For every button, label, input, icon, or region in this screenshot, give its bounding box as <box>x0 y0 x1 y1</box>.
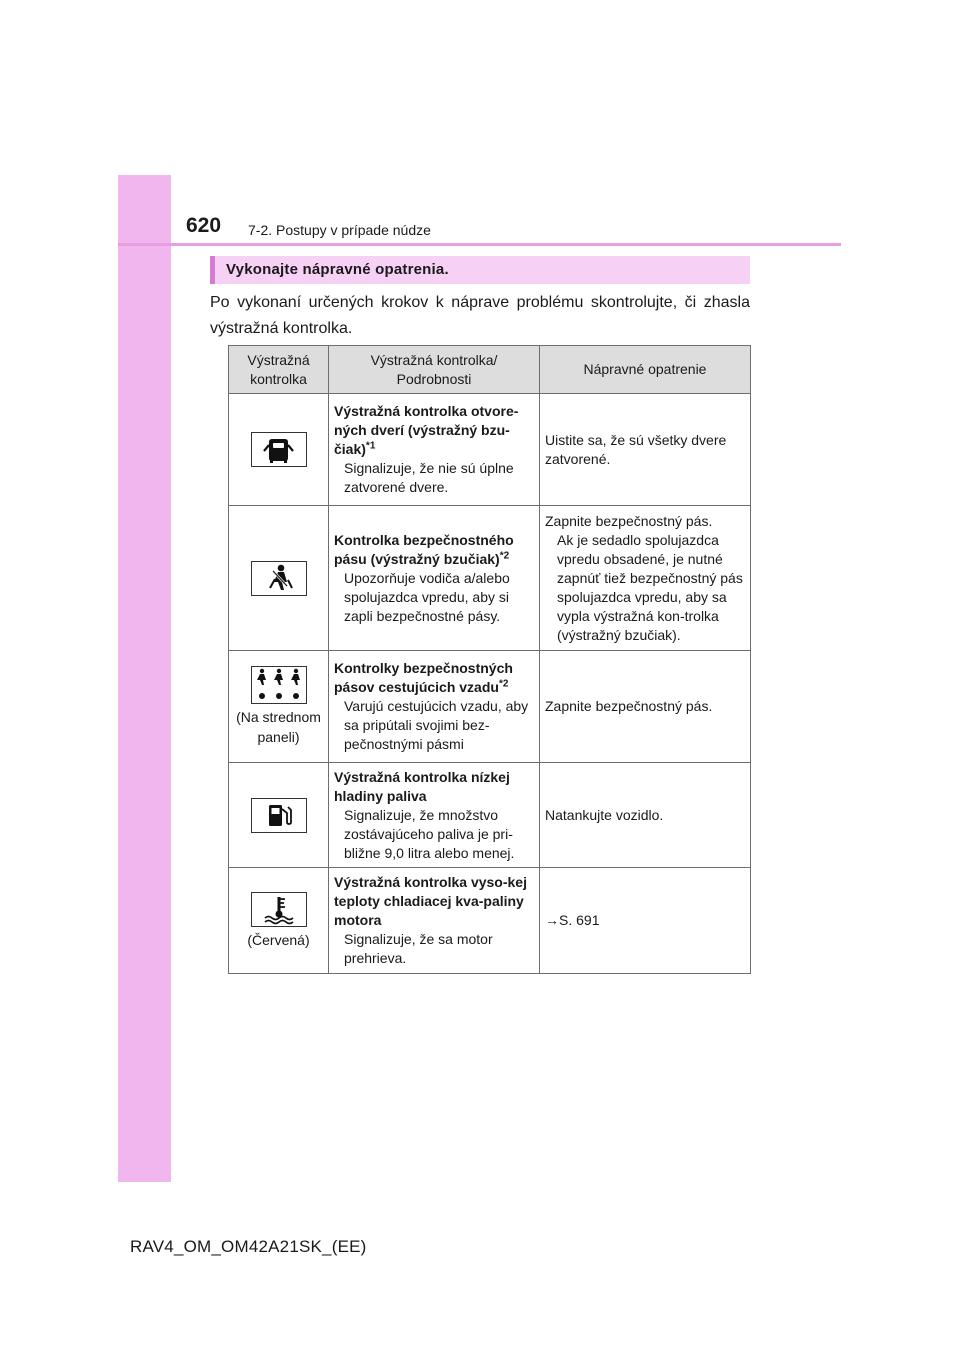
remedy-text: →S. 691 <box>545 912 600 928</box>
footnote-mark: *2 <box>498 678 509 690</box>
door-open-icon <box>251 432 307 467</box>
details-cell <box>329 763 540 868</box>
details-cell <box>329 868 540 974</box>
fuel-pump-icon <box>251 798 307 833</box>
document-code: RAV4_OM_OM42A21SK_(EE) <box>130 1237 367 1256</box>
remedy-cell <box>540 506 751 651</box>
step-banner <box>210 256 750 284</box>
remedy-text: Zapnite bezpečnostný pás. <box>545 512 713 529</box>
page-number: 620 <box>186 214 222 237</box>
intro-paragraph: Po vykonaní určených krokov k náprave problému skontrolujte, či zhasla výstražná kontrolka. <box>210 294 750 337</box>
icon-cell <box>229 651 329 763</box>
chapter-side-band <box>118 175 171 1182</box>
coolant-temperature-icon <box>251 892 307 927</box>
table-row <box>229 763 751 868</box>
icon-caption: (Na strednom paneli) <box>236 709 321 745</box>
remedy-text: Uistite sa, že sú všetky dvere zatvorené. <box>545 431 727 467</box>
rear-seatbelt-icon <box>251 666 307 704</box>
light-description: Signalizuje, že množstvo zostávajúceho paliva je pri-bližne 9,0 litra alebo menej. <box>344 806 515 861</box>
details-cell <box>329 651 540 763</box>
table-row <box>229 394 751 506</box>
step-banner-label: Vykonajte nápravné opatrenia. <box>226 261 449 278</box>
icon-caption: (Červená) <box>247 931 310 948</box>
remedy-cell <box>540 651 751 763</box>
table-header-row <box>229 346 751 394</box>
remedy-cell <box>540 394 751 506</box>
table-row <box>229 868 751 974</box>
remedy-text: Zapnite bezpečnostný pás. <box>545 698 713 714</box>
header-details: Výstražná kontrolka/ Podrobnosti <box>329 346 540 394</box>
light-name: Výstražná kontrolka otvore-ných dverí (výstražný bzu-čiak) <box>334 403 519 457</box>
light-description: Signalizuje, že nie sú úplne zatvorené dvere. <box>344 460 514 495</box>
light-description: Signalizuje, že sa motor prehrieva. <box>344 931 493 966</box>
header-remedy: Nápravné opatrenie <box>540 346 751 394</box>
details-cell <box>329 506 540 651</box>
light-name: Výstražná kontrolka vyso-kej teploty chladiacej kva-paliny motora <box>334 874 527 928</box>
icon-cell <box>229 394 329 506</box>
header-warning-light: Výstražná kontrolka <box>229 346 329 394</box>
icon-cell <box>229 763 329 868</box>
light-description: Upozorňuje vodiča a/alebo spolujazdca vpredu, aby si zapli bezpečnostné pásy. <box>344 569 510 624</box>
details-cell <box>329 394 540 506</box>
remedy-text: Natankujte vozidlo. <box>545 806 664 823</box>
footnote-mark: *1 <box>365 440 376 452</box>
light-name: Kontrolky bezpečnostných pásov cestujúcich vzadu <box>334 660 513 695</box>
light-name: Výstražná kontrolka nízkej hladiny paliva <box>334 768 510 804</box>
light-name: Kontrolka bezpečnostného pásu (výstražný bzučiak) <box>334 531 514 567</box>
remedy-cell <box>540 763 751 868</box>
table-row <box>229 506 751 651</box>
footnote-mark: *2 <box>499 549 510 561</box>
remedy-subtext: Ak je sedadlo spolujazdca vpredu obsadené, je nutné zapnúť tiež bezpečnostný pás spolujazdca vpredu, aby sa vypla výstražná kon-trolka (výstražný bzučiak). <box>557 531 743 643</box>
table-row <box>229 651 751 763</box>
icon-cell <box>229 868 329 974</box>
seatbelt-icon <box>251 561 307 596</box>
icon-cell <box>229 506 329 651</box>
section-title: 7-2. Postupy v prípade núdze <box>248 222 431 238</box>
warning-lights-table <box>228 345 751 974</box>
header-rule <box>118 243 841 246</box>
light-description: Varujú cestujúcich vzadu, aby sa pripútali svojimi bez-pečnostnými pásmi <box>344 698 529 752</box>
remedy-cell <box>540 868 751 974</box>
